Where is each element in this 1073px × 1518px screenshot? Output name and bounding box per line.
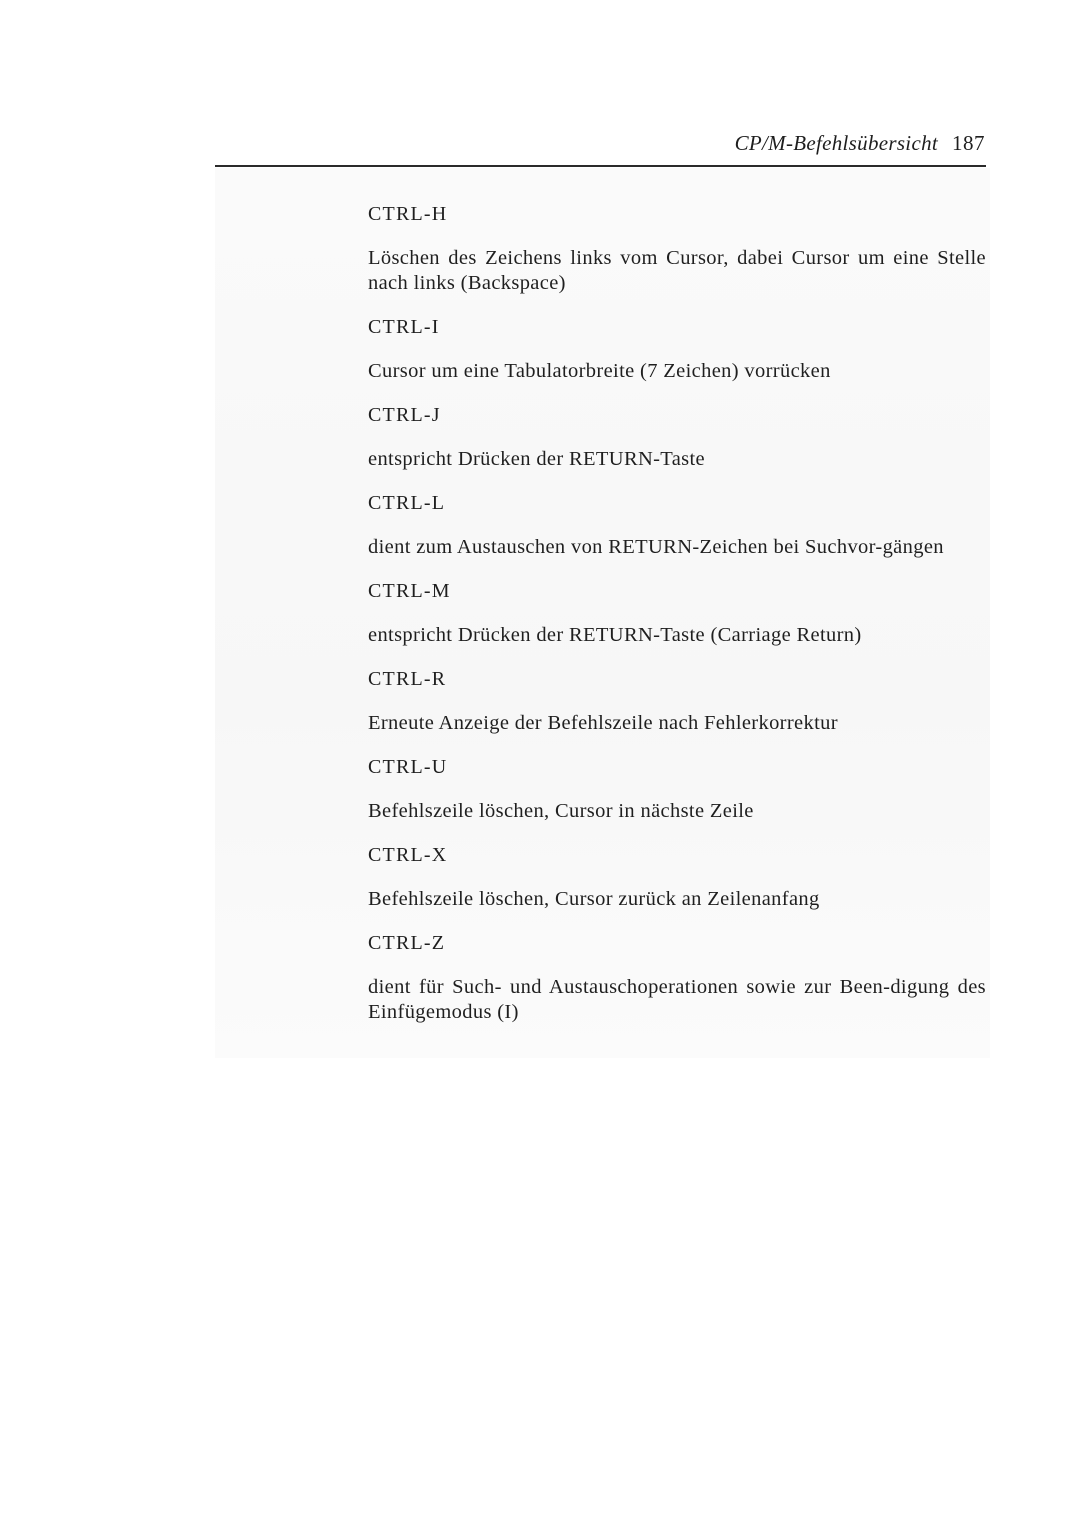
- entry-key: CTRL-U: [368, 756, 448, 778]
- entry-description: dient zum Austauschen von RETURN-Zeichen bei Suchvor-gängen: [368, 536, 944, 558]
- entry-description: Cursor um eine Tabulatorbreite (7 Zeichen) vorrücken: [368, 360, 831, 382]
- entry-description: Löschen des Zeichens links vom Cursor, dabei Cursor um eine Stelle nach links (Backspace): [368, 247, 986, 294]
- command-list: [368, 202, 986, 1044]
- entry-key: CTRL-R: [368, 668, 447, 690]
- entry-ctrl-h: [368, 202, 986, 296]
- entry-key: CTRL-I: [368, 316, 440, 338]
- entry-description: dient für Such- und Austauschoperationen sowie zur Been-digung des Einfügemodus (I): [368, 976, 986, 1023]
- header-rule: [215, 165, 986, 167]
- entry-ctrl-x: [368, 843, 986, 912]
- entry-key: CTRL-H: [368, 203, 448, 225]
- entry-ctrl-u: [368, 755, 986, 824]
- entry-description: Befehlszeile löschen, Cursor zurück an Zeilenanfang: [368, 888, 820, 910]
- entry-key: CTRL-Z: [368, 932, 446, 954]
- entry-key: CTRL-L: [368, 492, 446, 514]
- running-header: [215, 128, 985, 158]
- entry-key: CTRL-M: [368, 580, 451, 602]
- entry-description: entspricht Drücken der RETURN-Taste: [368, 448, 706, 470]
- entry-ctrl-r: [368, 667, 986, 736]
- page-number: 187: [952, 131, 985, 155]
- running-title: CP/M-Befehlsübersicht: [734, 131, 938, 155]
- entry-description: entspricht Drücken der RETURN-Taste (Carriage Return): [368, 624, 862, 646]
- entry-ctrl-l: [368, 491, 986, 560]
- entry-key: CTRL-J: [368, 404, 441, 426]
- entry-ctrl-j: [368, 403, 986, 472]
- entry-key: CTRL-X: [368, 844, 448, 866]
- entry-ctrl-m: [368, 579, 986, 648]
- entry-description: Befehlszeile löschen, Cursor in nächste Zeile: [368, 800, 754, 822]
- entry-description: Erneute Anzeige der Befehlszeile nach Fehlerkorrektur: [368, 712, 838, 734]
- entry-ctrl-z: [368, 931, 986, 1025]
- entry-ctrl-i: [368, 315, 986, 384]
